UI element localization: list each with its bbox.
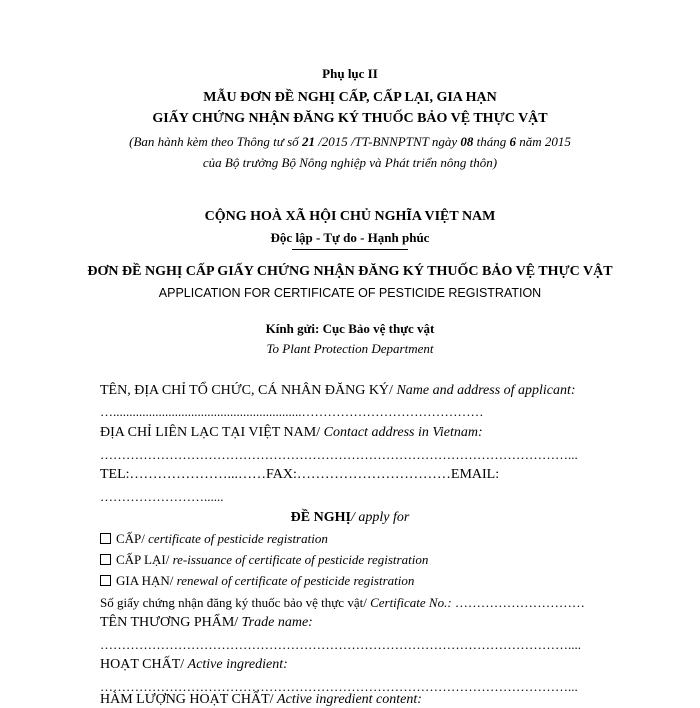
- national-title: CỘNG HOÀ XÃ HỘI CHỦ NGHĨA VIỆT NAM: [204, 209, 496, 224]
- form-title-line-1: MẪU ĐƠN ĐỀ NGHỊ CẤP, CẤP LẠI, GIA HẠN: [203, 90, 497, 105]
- option-reissue[interactable]: CẤP LẠI/ re-issuance of certificate of pesticide registration: [100, 552, 428, 568]
- applicant-name-label: TÊN, ĐỊA CHỈ TỔ CHỨC, CÁ NHÂN ĐĂNG KÝ/ Name and address of applicant:: [100, 383, 576, 398]
- checkbox-renewal[interactable]: [100, 575, 111, 586]
- active-content-label: HÀM LƯỢNG HOẠT CHẤT/ Active ingredient content:: [100, 692, 422, 707]
- active-ingredient-field[interactable]: ………………………………………………………………………………………………...: [100, 679, 578, 694]
- issued-note-line-1: (Ban hành kèm theo Thông tư số 21 /2015 /TT-BNNPTNT ngày 08 tháng 6 năm 2015: [129, 134, 571, 149]
- recipient-en: To Plant Protection Department: [266, 341, 434, 356]
- trade-name-field[interactable]: ………………………………………………………………………………………………....: [100, 637, 581, 652]
- appendix-label: Phụ lục II: [322, 66, 378, 81]
- tel-fax-email-line[interactable]: TEL:…………………...……FAX:……………………………EMAIL:: [100, 467, 500, 482]
- email-field[interactable]: ……………………......: [100, 489, 224, 504]
- form-title-line-2: GIẤY CHỨNG NHẬN ĐĂNG KÝ THUỐC BẢO VỆ THỰC VẬT: [152, 111, 548, 126]
- contact-address-label: ĐỊA CHỈ LIÊN LẠC TẠI VIỆT NAM/ Contact address in Vietnam:: [100, 425, 483, 440]
- applicant-name-field[interactable]: …..........................................................……………………………………: [100, 404, 484, 419]
- active-ingredient-label: HOẠT CHẤT/ Active ingredient:: [100, 657, 288, 672]
- national-motto: Độc lập - Tự do - Hạnh phúc: [270, 230, 430, 245]
- issued-note-line-2: của Bộ trưởng Bộ Nông nghiệp và Phát triển nông thôn): [202, 155, 498, 170]
- trade-name-label: TÊN THƯƠNG PHẨM/ Trade name:: [100, 615, 313, 630]
- checkbox-reissue[interactable]: [100, 554, 111, 565]
- checkbox-issue[interactable]: [100, 533, 111, 544]
- request-heading: ĐỀ NGHỊ/ apply for: [290, 510, 410, 525]
- contact-address-field[interactable]: ………………………………………………………………………………………………...: [100, 447, 578, 462]
- application-title-vi: ĐƠN ĐỀ NGHỊ CẤP GIẤY CHỨNG NHẬN ĐĂNG KÝ THUỐC BẢO VỆ THỰC VẬT: [87, 264, 613, 279]
- option-issue[interactable]: CẤP/ certificate of pesticide registration: [100, 531, 328, 547]
- certificate-number-line[interactable]: Số giấy chứng nhận đăng ký thuốc bảo vệ thực vật/ Certificate No.: …………………………: [100, 595, 585, 610]
- option-renewal[interactable]: GIA HẠN/ renewal of certificate of pesticide registration: [100, 573, 414, 589]
- application-title-en: APPLICATION FOR CERTIFICATE OF PESTICIDE REGISTRATION: [158, 286, 542, 300]
- recipient-vi: Kính gửi: Cục Bảo vệ thực vật: [265, 321, 435, 336]
- motto-underline: [292, 249, 408, 250]
